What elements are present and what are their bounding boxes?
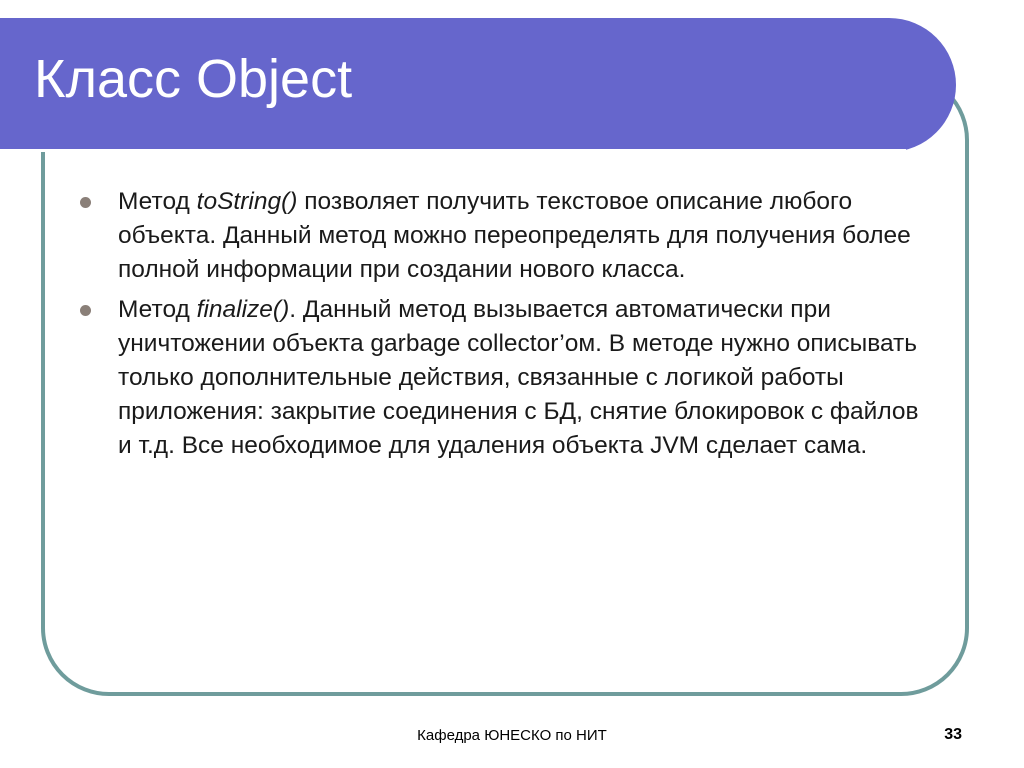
title-underline — [0, 149, 906, 152]
bullet-list — [80, 185, 930, 469]
bullet-dot-icon — [80, 305, 91, 316]
bullet-item-finalize — [80, 293, 930, 463]
bullet-text: . Данный метод вызывается автоматически при уничтожении объекта garbage collector’ом. В методе нужно описывать только дополнительные действия, связанные с логикой работы приложения: закрытие соединения с БД, снятие блокировок с файлов и т.д. Все необходимое для удаления объекта JVM сделает сама. — [118, 296, 919, 459]
method-name: finalize() — [196, 296, 290, 323]
method-name: toString() — [196, 188, 298, 215]
bullet-prefix: Метод — [118, 296, 197, 323]
bullet-text: позволяет получить текстовое описание любого объекта. Данный метод можно переопределять для получения более полной информации при создании нового класса. — [118, 188, 911, 283]
bullet-prefix: Метод — [118, 188, 197, 215]
bullet-item-tostring — [80, 185, 930, 287]
page-number: 33 — [944, 726, 962, 743]
bullet-dot-icon — [80, 197, 91, 208]
slide-title: Класс Object — [34, 49, 353, 109]
footer-text: Кафедра ЮНЕСКО по НИТ — [417, 727, 607, 744]
